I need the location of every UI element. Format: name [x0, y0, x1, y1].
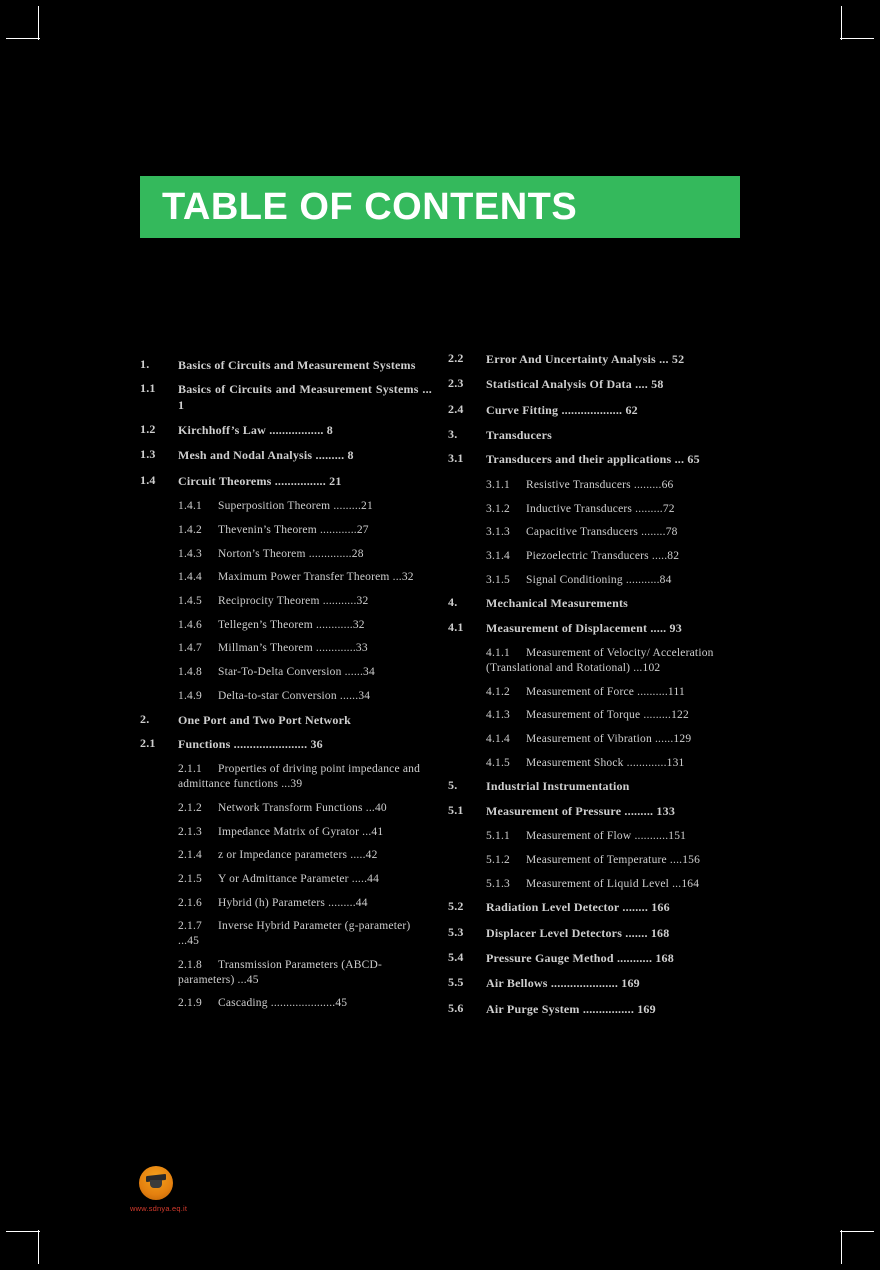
toc-entry[interactable]	[140, 474, 432, 489]
toc-entry[interactable]	[140, 499, 432, 514]
toc-entry[interactable]	[448, 853, 740, 868]
toc-entry-label: Measurement of Liquid Level ...164	[526, 877, 700, 890]
toc-entry-label: Y or Admittance Parameter .....44	[218, 872, 380, 885]
toc-entry-number: 4.1.3	[486, 709, 510, 722]
toc-entry-text	[486, 377, 740, 392]
toc-entry-number: 5.1	[448, 802, 464, 817]
toc-entry-text	[486, 596, 740, 611]
toc-entry-number: 3.1.5	[486, 573, 510, 586]
toc-entry[interactable]	[448, 646, 740, 675]
toc-entry[interactable]	[140, 737, 432, 752]
toc-entry[interactable]	[140, 547, 432, 562]
toc-entry-label: Reciprocity Theorem ...........32	[218, 595, 369, 608]
toc-entry-number: 4.1.5	[486, 756, 510, 769]
toc-entry-text	[486, 779, 740, 794]
toc-entry-number: 4.1.1	[486, 647, 510, 660]
toc-entry-number: 2.1.7	[178, 920, 202, 933]
toc-entry-text	[486, 621, 740, 636]
toc-entry-text	[486, 900, 740, 915]
toc-entry[interactable]	[448, 502, 740, 517]
toc-entry-text	[486, 403, 740, 418]
toc-entry-label: Measurement of Force ..........111	[526, 685, 685, 698]
toc-entry-text	[448, 708, 740, 723]
toc-entry-text	[140, 919, 432, 948]
toc-entry-number: 3.1.4	[486, 549, 510, 562]
toc-entry-number: 2.1.2	[178, 801, 202, 814]
toc-entry[interactable]	[140, 618, 432, 633]
toc-entry-number: 3.1.3	[486, 526, 510, 539]
toc-entry-label: Capacitive Transducers ........78	[526, 526, 678, 539]
toc-entry-text	[140, 665, 432, 680]
toc-entry-label: Industrial Instrumentation	[486, 779, 630, 794]
toc-entry-text	[140, 547, 432, 562]
toc-entry-text	[448, 478, 740, 493]
toc-entry-text	[140, 641, 432, 656]
toc-entry-label: Mesh and Nodal Analysis ......... 8	[178, 448, 354, 463]
toc-column-left	[140, 352, 432, 1020]
toc-entry-label: Pressure Gauge Method ........... 168	[486, 951, 674, 966]
crop-mark	[841, 6, 842, 40]
toc-entry[interactable]	[140, 641, 432, 656]
toc-column-right	[448, 352, 740, 1027]
toc-entry-text	[178, 737, 432, 752]
toc-entry-label: Cascading .....................45	[218, 997, 348, 1010]
toc-entry-text	[140, 825, 432, 840]
toc-entry-number: 2.	[140, 711, 150, 726]
toc-entry-label: Millman’s Theorem .............33	[218, 642, 368, 655]
toc-entry-text	[178, 474, 432, 489]
toc-entry-text	[486, 951, 740, 966]
toc-entry-text	[448, 829, 740, 844]
toc-entry-label: Air Bellows ..................... 169	[486, 976, 640, 991]
toc-entry[interactable]	[140, 448, 432, 463]
toc-entry-label: One Port and Two Port Network	[178, 712, 352, 727]
toc-entry-number: 3.1.1	[486, 478, 510, 491]
toc-entry-text	[448, 502, 740, 517]
toc-entry[interactable]	[448, 951, 740, 966]
toc-entry[interactable]	[140, 358, 432, 373]
toc-entry-text	[486, 976, 740, 991]
toc-entry-label: Measurement of Vibration ......129	[526, 732, 692, 745]
toc-entry-text	[178, 448, 432, 463]
toc-entry[interactable]	[448, 352, 740, 367]
toc-entry[interactable]	[140, 423, 432, 438]
toc-entry-text	[140, 762, 432, 791]
toc-entry-number: 2.1.6	[178, 896, 202, 909]
toc-entry-text	[178, 382, 432, 413]
toc-entry[interactable]	[448, 1002, 740, 1017]
toc-entry[interactable]	[448, 403, 740, 418]
toc-entry-label: Delta-to-star Conversion ......34	[218, 689, 371, 702]
toc-entry-label: Inductive Transducers .........72	[526, 502, 675, 515]
toc-entry[interactable]	[140, 801, 432, 816]
toc-entry-number: 3.1	[448, 451, 464, 466]
toc-entry[interactable]	[140, 919, 432, 948]
toc-entry-label: Error And Uncertainty Analysis ... 52	[486, 352, 685, 366]
toc-entry-number: 1.4.5	[178, 595, 202, 608]
toc-entry-number: 1.4.9	[178, 689, 202, 702]
toc-entry[interactable]	[448, 377, 740, 392]
toc-entry-label: Impedance Matrix of Gyrator ...41	[218, 825, 384, 838]
toc-entry-text	[486, 804, 740, 819]
toc-entry-text	[448, 525, 740, 540]
toc-entry-number: 2.1.8	[178, 958, 202, 971]
toc-entry-number: 1.4.2	[178, 523, 202, 536]
toc-entry-number: 2.2	[448, 351, 464, 365]
toc-entry-label: Norton’s Theorem ..............28	[218, 547, 364, 560]
toc-entry-text	[486, 1002, 740, 1017]
toc-entry[interactable]	[448, 573, 740, 588]
toc-entry-label: Functions ....................... 36	[178, 736, 323, 751]
toc-entry[interactable]	[448, 621, 740, 636]
toc-entry[interactable]	[140, 872, 432, 887]
toc-entry-text	[140, 896, 432, 911]
toc-entry[interactable]	[448, 877, 740, 892]
toc-entry-number: 2.1	[140, 735, 156, 750]
toc-entry[interactable]	[448, 478, 740, 493]
toc-entry-text	[448, 756, 740, 771]
toc-entry-number: 1.4	[140, 472, 156, 487]
toc-entry-label: Measurement of Temperature ....156	[526, 853, 701, 866]
toc-entry-label: Superposition Theorem .........21	[218, 500, 373, 513]
toc-entry-label: Air Purge System ................ 169	[486, 1001, 656, 1016]
toc-entry-label: Maximum Power Transfer Theorem ...32	[218, 571, 414, 584]
toc-entry-label: Properties of driving point impedance and admittance functions ...39	[178, 763, 421, 791]
publisher-url: www.sdnya.eq.it	[130, 1204, 188, 1213]
toc-entry[interactable]	[448, 428, 740, 443]
page-title-banner	[140, 176, 740, 238]
toc-entry-number: 5.1.1	[486, 830, 510, 843]
toc-entry-text	[486, 452, 740, 467]
toc-entry-number: 4.1.4	[486, 732, 510, 745]
toc-entry[interactable]	[448, 829, 740, 844]
toc-entry-text	[178, 358, 432, 373]
toc-entry-number: 4.	[448, 595, 458, 610]
toc-entry[interactable]	[448, 976, 740, 991]
toc-entry-text	[140, 958, 432, 987]
crop-mark	[840, 38, 874, 39]
toc-entry[interactable]	[448, 926, 740, 941]
toc-entry-label: Measurement of Torque .........122	[526, 709, 689, 722]
toc-entry[interactable]	[140, 382, 432, 413]
toc-entry-number: 2.1.5	[178, 872, 202, 885]
toc-entry[interactable]	[140, 996, 432, 1011]
toc-entry-text	[140, 848, 432, 863]
toc-entry-label: Measurement of Flow ...........151	[526, 830, 687, 843]
toc-entry-number: 1.3	[140, 447, 156, 462]
toc-entry-label: Statistical Analysis Of Data .... 58	[486, 377, 664, 392]
toc-entry[interactable]	[140, 594, 432, 609]
toc-entry-text	[448, 877, 740, 892]
toc-entry-text	[178, 423, 432, 438]
toc-entry[interactable]	[140, 848, 432, 863]
toc-entry-number: 1.2	[140, 422, 156, 437]
toc-entry-label: Hybrid (h) Parameters .........44	[218, 896, 368, 909]
toc-entry[interactable]	[448, 756, 740, 771]
toc-entry-text	[448, 573, 740, 588]
toc-entry-text	[140, 523, 432, 538]
toc-entry-number: 1.1	[140, 381, 156, 396]
toc-entry-number: 3.1.2	[486, 502, 510, 515]
toc-entry-text	[448, 732, 740, 747]
toc-entry-label: Star-To-Delta Conversion ......34	[218, 666, 375, 679]
toc-entry-number: 4.1.2	[486, 685, 510, 698]
crop-mark	[6, 1231, 40, 1232]
toc-entry-label: Transducers and their applications ... 65	[486, 452, 700, 467]
toc-entry-text	[486, 428, 740, 443]
toc-entry-label: Inverse Hybrid Parameter (g-parameter) ...45	[178, 920, 411, 948]
toc-entry-number: 5.1.2	[486, 853, 510, 866]
toc-entry-number: 1.4.1	[178, 500, 202, 513]
toc-entry-label: Transmission Parameters (ABCD-parameters) ...45	[178, 958, 383, 986]
toc-entry-number: 2.1.1	[178, 763, 202, 776]
toc-entry-number: 1.4.7	[178, 642, 202, 655]
toc-entry-number: 1.4.6	[178, 618, 202, 631]
toc-entry-number: 5.1.3	[486, 877, 510, 890]
toc-entry-text	[178, 713, 432, 728]
toc-entry-label: Basics of Circuits and Measurement Systems ... 1	[178, 382, 432, 412]
toc-entry[interactable]	[140, 665, 432, 680]
toc-entry[interactable]	[448, 596, 740, 611]
toc-entry-text	[448, 853, 740, 868]
publisher-logo	[130, 1166, 188, 1213]
toc-entry-label: Signal Conditioning ...........84	[526, 573, 672, 586]
crop-mark	[841, 1230, 842, 1264]
toc-entry[interactable]	[448, 779, 740, 794]
toc-entry-label: Circuit Theorems ................ 21	[178, 473, 342, 488]
toc-entry-text	[448, 549, 740, 564]
toc-entry[interactable]	[140, 523, 432, 538]
toc-entry-label: Network Transform Functions ...40	[218, 801, 387, 814]
toc-entry-number: 2.1.4	[178, 849, 202, 862]
toc-entry-number: 1.4.4	[178, 571, 202, 584]
toc-entry[interactable]	[448, 452, 740, 467]
toc-entry-text	[448, 646, 740, 675]
toc-entry-label: Transducers	[486, 428, 552, 443]
toc-entry-number: 3.	[448, 427, 458, 442]
crop-mark	[38, 6, 39, 40]
toc-entry-text	[140, 801, 432, 816]
crop-mark	[38, 1230, 39, 1264]
toc-entry-text	[140, 689, 432, 704]
toc-entry-label: Piezoelectric Transducers .....82	[526, 549, 680, 562]
toc-entry[interactable]	[448, 708, 740, 723]
toc-entry-number: 1.4.3	[178, 547, 202, 560]
toc-entry[interactable]	[140, 689, 432, 704]
toc-entry-text	[140, 618, 432, 633]
toc-entry-number: 5.5	[448, 975, 464, 990]
toc-entry-number: 5.4	[448, 950, 464, 965]
crop-mark	[840, 1231, 874, 1232]
toc-entry-label: Radiation Level Detector ........ 166	[486, 900, 670, 915]
toc-entry-number: 2.4	[448, 401, 464, 416]
toc-entry[interactable]	[140, 896, 432, 911]
toc-entry-text	[140, 594, 432, 609]
toc-entry-label: Curve Fitting ................... 62	[486, 402, 638, 417]
toc-entry[interactable]	[140, 762, 432, 791]
toc-entry-text	[486, 352, 740, 367]
toc-entry[interactable]	[140, 958, 432, 987]
toc-entry-label: z or Impedance parameters .....42	[218, 849, 378, 862]
toc-entry[interactable]	[140, 825, 432, 840]
toc-entry-number: 5.3	[448, 924, 464, 939]
toc-entry-number: 4.1	[448, 619, 464, 634]
toc-entry-label: Kirchhoff’s Law ................. 8	[178, 423, 333, 438]
toc-entry-label: Measurement of Displacement ..... 93	[486, 620, 682, 635]
crop-mark	[6, 38, 40, 39]
toc-entry-label: Measurement of Velocity/ Acceleration (Translational and Rotational) ...102	[486, 647, 714, 674]
toc-entry[interactable]	[448, 900, 740, 915]
toc-entry-label: Resistive Transducers .........66	[526, 478, 674, 491]
toc-entry-label: Thevenin’s Theorem ............27	[218, 523, 369, 536]
toc-entry-number: 5.	[448, 778, 458, 793]
toc-entry[interactable]	[140, 570, 432, 585]
toc-entry[interactable]	[448, 525, 740, 540]
toc-entry-label: Mechanical Measurements	[486, 596, 629, 611]
toc-entry-label: Basics of Circuits and Measurement Systems	[178, 358, 416, 372]
toc-entry[interactable]	[448, 549, 740, 564]
toc-entry[interactable]	[448, 804, 740, 819]
toc-entry-text	[140, 499, 432, 514]
toc-entry[interactable]	[140, 713, 432, 728]
toc-entry[interactable]	[448, 732, 740, 747]
toc-entry-label: Measurement Shock .............131	[526, 756, 685, 769]
toc-entry-text	[448, 685, 740, 700]
toc-entry-number: 2.3	[448, 376, 464, 391]
toc-entry-number: 2.1.9	[178, 997, 202, 1010]
toc-entry-text	[486, 926, 740, 941]
toc-entry-number: 5.6	[448, 1000, 464, 1015]
toc-entry-label: Displacer Level Detectors ....... 168	[486, 925, 670, 940]
graduation-cap-icon	[139, 1166, 173, 1200]
toc-entry-number: 1.4.8	[178, 666, 202, 679]
page-title: TABLE OF CONTENTS	[162, 185, 578, 228]
toc-entry-text	[140, 570, 432, 585]
toc-entry-number: 2.1.3	[178, 825, 202, 838]
toc-entry-label: Tellegen’s Theorem ............32	[218, 618, 365, 631]
toc-entry-label: Measurement of Pressure ......... 133	[486, 803, 676, 818]
toc-entry-number: 5.2	[448, 899, 464, 914]
toc-entry[interactable]	[448, 685, 740, 700]
toc-entry-number: 1.	[140, 357, 150, 371]
toc-entry-text	[140, 872, 432, 887]
toc-entry-text	[140, 996, 432, 1011]
